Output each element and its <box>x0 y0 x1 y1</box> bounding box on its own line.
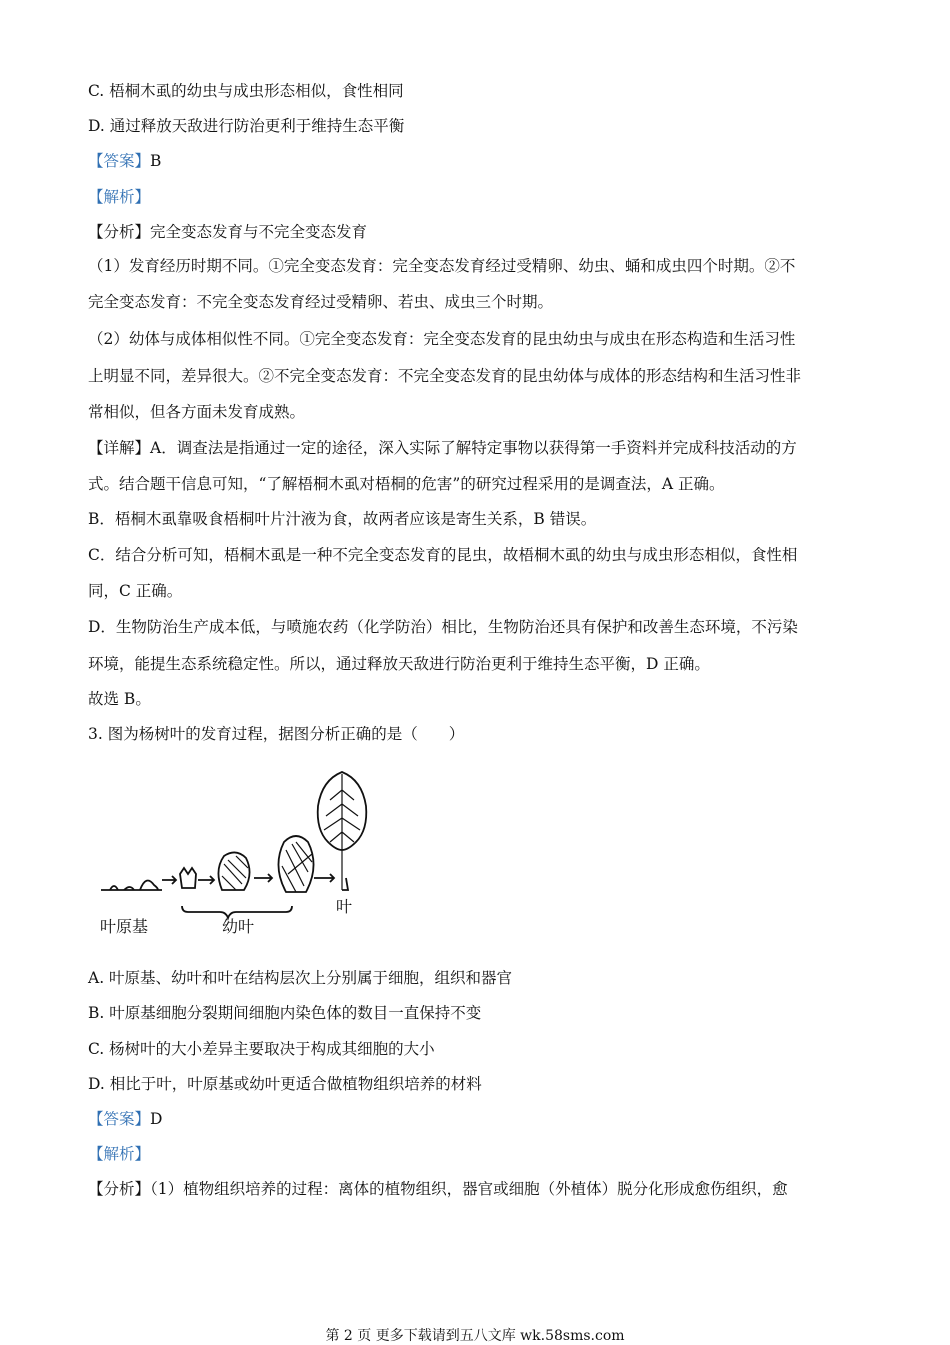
detail-line: 同，C 正确。 <box>88 582 183 600</box>
detail-line-a <box>88 438 797 458</box>
answer-prev <box>88 151 161 171</box>
option-d: D. 相比于叶，叶原基或幼叶更适合做植物组织培养的材料 <box>88 1075 482 1093</box>
option-c-prev: C. 梧桐木虱的幼虫与成虫形态相似，食性相同 <box>88 82 404 100</box>
detail-line: D．生物防治生产成本低，与喷施农药（化学防治）相比，生物防治还具有保护和改善生态环境，不污染 <box>88 618 798 636</box>
page-footer: 第 2 页 更多下载请到五八文库 wk.58sms.com <box>325 1328 625 1344</box>
fenxi-line: （1）发育经历时期不同。①完全变态发育：完全变态发育经过受精卵、幼虫、蛹和成虫四个时期。②不 <box>88 257 796 275</box>
detail-conclusion: 故选 B。 <box>88 690 151 708</box>
fenxi-line: 上明显不同，差异很大。②不完全变态发育：不完全变态发育的昆虫幼体与成体的形态结构和生活习性非 <box>88 367 802 385</box>
answer-tag: 【答案】 <box>88 152 151 170</box>
analysis-tag-prev: 【解析】 <box>88 188 151 206</box>
answer-value: B <box>150 152 162 170</box>
fenxi-q3 <box>88 1179 788 1199</box>
arrow-3 <box>254 874 272 882</box>
fenxi-label: 【分析】 <box>88 1180 151 1198</box>
label-primordium: 叶原基 <box>100 917 149 936</box>
option-c: C. 杨树叶的大小差异主要取决于构成其细胞的大小 <box>88 1040 435 1058</box>
detail-text: A．调查法是指通过一定的途径，深入实际了解特定事物以获得第一手资料并完成科技活动的方 <box>150 439 797 457</box>
detail-line: 式。结合题干信息可知，“了解梧桐木虱对梧桐的危害”的研究过程采用的是调查法，A 正确。 <box>88 475 725 493</box>
answer-tag: 【答案】 <box>88 1110 151 1128</box>
fenxi-title: 完全变态发育与不完全变态发育 <box>150 223 368 241</box>
leaf-primordium-drawing <box>110 881 158 890</box>
young-leaf-2-drawing <box>218 852 249 890</box>
label-young-leaf: 幼叶 <box>222 917 255 936</box>
detail-line: 环境，能提生态系统稳定性。所以，通过释放天敌进行防治更利于维持生态平衡，D 正确。 <box>88 655 710 673</box>
arrow-4 <box>314 874 334 882</box>
detail-label: 【详解】 <box>88 439 151 457</box>
detail-line: B．梧桐木虱靠吸食梧桐叶片汁液为食，故两者应该是寄生关系，B 错误。 <box>88 510 597 528</box>
detail-line: C．结合分析可知，梧桐木虱是一种不完全变态发育的昆虫，故梧桐木虱的幼虫与成虫形态相似，食性相 <box>88 546 798 564</box>
leaf-development-figure <box>96 770 396 945</box>
fenxi-line: 常相似，但各方面未发育成熟。 <box>88 403 306 421</box>
arrow-2 <box>198 876 214 884</box>
option-a: A. 叶原基、幼叶和叶在结构层次上分别属于细胞，组织和器官 <box>88 969 513 987</box>
fenxi-text: （1）植物组织培养的过程：离体的植物组织，器官或细胞（外植体）脱分化形成愈伤组织，愈 <box>150 1180 788 1198</box>
answer-value: D <box>150 1110 163 1128</box>
fenxi-line: 完全变态发育：不完全变态发育经过受精卵、若虫、成虫三个时期。 <box>88 293 554 311</box>
young-leaf-3-drawing <box>278 836 313 892</box>
arrow-1 <box>162 876 176 884</box>
label-leaf: 叶 <box>336 897 353 916</box>
option-b: B. 叶原基细胞分裂期间细胞内染色体的数目一直保持不变 <box>88 1004 482 1022</box>
young-leaf-1-drawing <box>180 868 196 888</box>
question-3-stem: 3. 图为杨树叶的发育过程，据图分析正确的是（ ） <box>88 725 465 743</box>
analysis-tag-q3: 【解析】 <box>88 1145 151 1163</box>
answer-q3 <box>88 1109 162 1129</box>
fenxi-line: （2）幼体与成体相似性不同。①完全变态发育：完全变态发育的昆虫幼虫与成虫在形态构造和生活习性 <box>88 330 796 348</box>
option-d-prev: D. 通过释放天敌进行防治更利于维持生态平衡 <box>88 117 405 135</box>
fenxi-label: 【分析】 <box>88 223 151 241</box>
fenxi-heading-prev <box>88 222 367 242</box>
